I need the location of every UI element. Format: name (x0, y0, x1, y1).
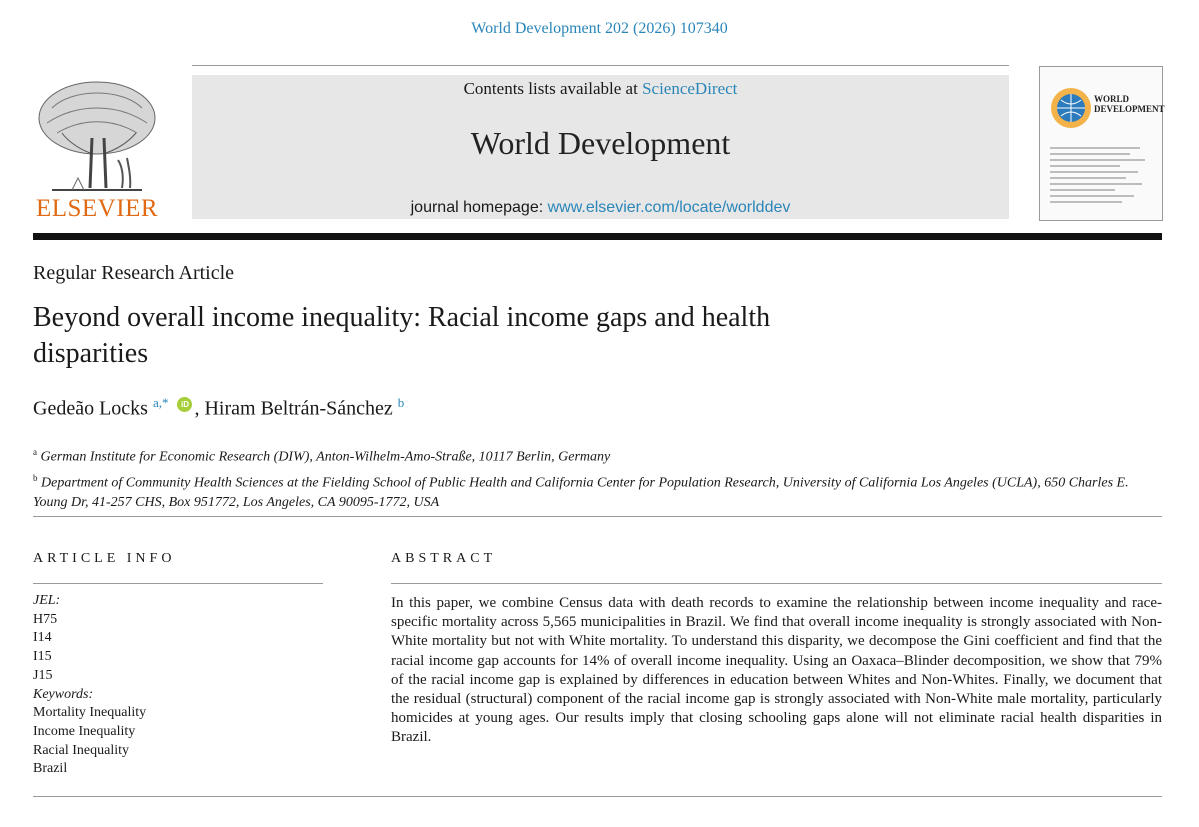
affiliation-marker: b (33, 472, 38, 483)
article-type: Regular Research Article (33, 262, 235, 284)
affiliation-a (33, 442, 1163, 468)
footer-divider (33, 796, 1162, 797)
keyword: Racial Inequality (33, 742, 130, 758)
orcid-icon[interactable] (177, 397, 192, 412)
jel-code: J15 (33, 667, 53, 683)
affiliation-text: German Institute for Economic Research (DIW), Anton-Wilhelm-Amo-Straße, 10117 Berlin, Germany (40, 449, 611, 465)
journal-cover-thumbnail[interactable] (1039, 66, 1163, 221)
journal-banner (192, 75, 1009, 219)
journal-citation[interactable]: World Development 202 (2026) 107340 (471, 20, 728, 37)
affiliation-b (33, 468, 1163, 514)
homepage-prefix: journal homepage: (410, 199, 548, 216)
article-info-heading: ARTICLE INFO (33, 551, 176, 566)
affiliation-text: Department of Community Health Sciences at the Fielding School of Public Health and California Center for Population Research, University of California Los Angeles (UCLA), 650 Charles E. Young Dr, 41-257 CHS, Box 951772, Los Angeles, CA 90095-1772, USA (33, 475, 1129, 511)
keyword: Mortality Inequality (33, 705, 147, 721)
homepage-line (192, 199, 1009, 217)
homepage-link[interactable]: www.elsevier.com/locate/worlddev (547, 199, 791, 216)
author-name[interactable]: Gedeão Locks (33, 397, 148, 420)
author-affiliation-marker[interactable]: a,* (152, 395, 169, 410)
article-title: Beyond overall income inequality: Racial income gaps and health disparities (33, 302, 771, 369)
jel-label: JEL: (33, 593, 61, 608)
author-name[interactable]: Hiram Beltrán-Sánchez (204, 397, 393, 420)
article-info (33, 592, 323, 779)
cover-toc-lines (1050, 147, 1150, 207)
elsevier-logo[interactable] (32, 78, 162, 223)
jel-code: H75 (33, 611, 58, 627)
keyword: Brazil (33, 761, 68, 777)
contents-line (192, 79, 1009, 99)
sciencedirect-link[interactable]: ScienceDirect (642, 79, 738, 98)
cover-title-line-2: DEVELOPMENT (1094, 104, 1165, 114)
keywords-label: Keywords: (33, 686, 94, 702)
article-info-rule (33, 583, 323, 584)
author-affiliation-marker[interactable]: b (397, 395, 405, 410)
keyword: Income Inequality (33, 723, 136, 739)
contents-prefix: Contents lists available at (463, 79, 643, 98)
cover-title (1094, 94, 1165, 114)
author-list: Gedeão Locks $^{a,*}$ iD , Hiram Beltrán-Sánchez $^b$ (33, 395, 404, 421)
abstract-text: In this paper, we combine Census data with death records to examine the relationship between income inequality and race-specific mortality across 5,565 municipalities in Brazil. We find that overall income inequality is strongly associated with Non-White mortality but not with White mortality. To understand this disparity, we decompose the Gini coefficient and find that the racial income gap accounts for 14% of overall income inequality. Using an Oaxaca–Blinder decomposition, we show that 79% of the racial income gap is explained by differences in education between Whites and Non-Whites. Finally, we document that the residual (structural) component of the racial income gap is strongly associated with Non-White male mortality, particularly homicides at young ages. Our results imply that closing schooling gaps alone will not eliminate racial health disparities in Brazil. (391, 595, 1162, 746)
banner-top-rule (192, 65, 1009, 66)
affiliation-marker: a (33, 447, 37, 457)
section-divider (33, 516, 1162, 517)
jel-code: I15 (33, 649, 52, 665)
tree-icon (32, 78, 162, 196)
header-thick-rule (33, 233, 1162, 240)
publisher-name: ELSEVIER (35, 195, 159, 222)
journal-title: World Development (470, 125, 731, 161)
cover-title-line-1: WORLD (1094, 94, 1130, 104)
abstract-heading: ABSTRACT (391, 551, 497, 566)
globe-icon (1048, 85, 1094, 131)
affiliations (33, 442, 1163, 513)
abstract-rule (391, 583, 1162, 584)
jel-code: I14 (33, 630, 52, 646)
